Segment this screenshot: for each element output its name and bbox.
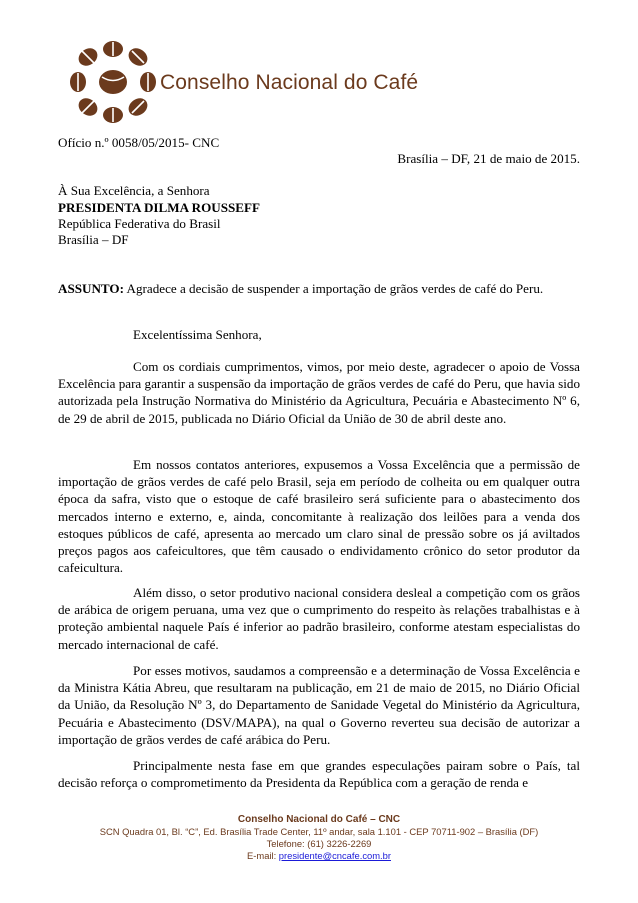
letter-place-date: Brasília – DF, 21 de maio de 2015.	[397, 151, 580, 166]
paragraph-5: Principalmente nesta fase em que grandes especulações pairam sobre o País, tal decisão reforça o comprometimento da Presidenta da República com a geração de renda e	[58, 758, 580, 791]
footer-address: SCN Quadra 01, Bl. “C”, Ed. Brasília Trade Center, 11º andar, sala 1.101 - CEP 70711-902 – Brasília (DF)	[99, 826, 539, 837]
recipient-city: Brasília – DF	[58, 232, 129, 247]
recipient-salutation: À Sua Excelência, a Senhora	[58, 183, 210, 198]
recipient-name: PRESIDENTA DILMA ROUSSEFF	[58, 200, 261, 215]
letter-reference: Ofício n.º 0058/05/2015- CNC	[58, 135, 220, 150]
paragraph-3: Além disso, o setor produtivo nacional considera desleal a competição com os grãos de arábica de origem peruana, uma vez que o cumprimento do respeito às relações trabalhistas e à proteção ambiental naquele País é inferior ao padrão brasileiro, conforme atestam especialistas do mercado internacional de café.	[58, 585, 580, 652]
subject-line	[58, 280, 543, 297]
footer-email-label: E-mail:	[247, 850, 277, 861]
footer-email-line	[0, 850, 638, 862]
paragraph-2: Em nossos contatos anteriores, expusemos a Vossa Excelência que a permissão de importação de grãos verdes de café pelo Brasil, seja em período de colheita ou em qualquer outra época da safra, visto que o estoque de café brasileiro será suficiente para o abastecimento dos mercados interno e externo, e, ainda, concomitante à realização dos leilões para a venda dos estoques públicos de café, apresenta ao mercado um claro sinal de pressão sobre os já aviltados preços pagos aos cafeicultores, que têm causado o endividamento crônico do setor produtor da cafeicultura.	[58, 457, 580, 576]
footer-phone: Telefone: (61) 3226-2269	[266, 838, 372, 849]
coffee-beans-logo-icon	[58, 37, 168, 127]
footer	[0, 814, 638, 862]
paragraph-1: Com os cordiais cumprimentos, vimos, por meio deste, agradecer o apoio de Vossa Excelência para garantir a suspensão da importação de grãos verdes de café do Peru, que havia sido autorizada pela Instrução Normativa do Ministério da Agricultura, Pecuária e Abastecimento Nº 6, de 29 de abril de 2015, publicada no Diário Oficial da União de 30 de abril deste ano.	[58, 359, 580, 426]
footer-org: Conselho Nacional do Café – CNC	[237, 814, 401, 825]
recipient-org: República Federativa do Brasil	[58, 216, 221, 231]
subject-text: Agradece a decisão de suspender a importação de grãos verdes de café do Peru.	[126, 281, 544, 296]
paragraph-4: Por esses motivos, saudamos a compreensão e a determinação de Vossa Excelência e da Ministra Kátia Abreu, que resultaram na publicação, em 21 de maio de 2015, no Diário Oficial da União, da Resolução Nº 3, do Departamento de Sanidade Vegetal do Ministério da Agricultura, Pecuária e Abastecimento (DSV/MAPA), na qual o Governo reverteu sua decisão de autorizar a importação de grãos verdes de café arábica do Peru.	[58, 663, 580, 747]
greeting: Excelentíssima Senhora,	[133, 327, 262, 342]
org-logo-text: Conselho Nacional do Café	[160, 71, 419, 94]
subject-label: ASSUNTO:	[58, 281, 124, 296]
footer-email-link[interactable]: presidente@cncafe.com.br	[278, 850, 391, 861]
